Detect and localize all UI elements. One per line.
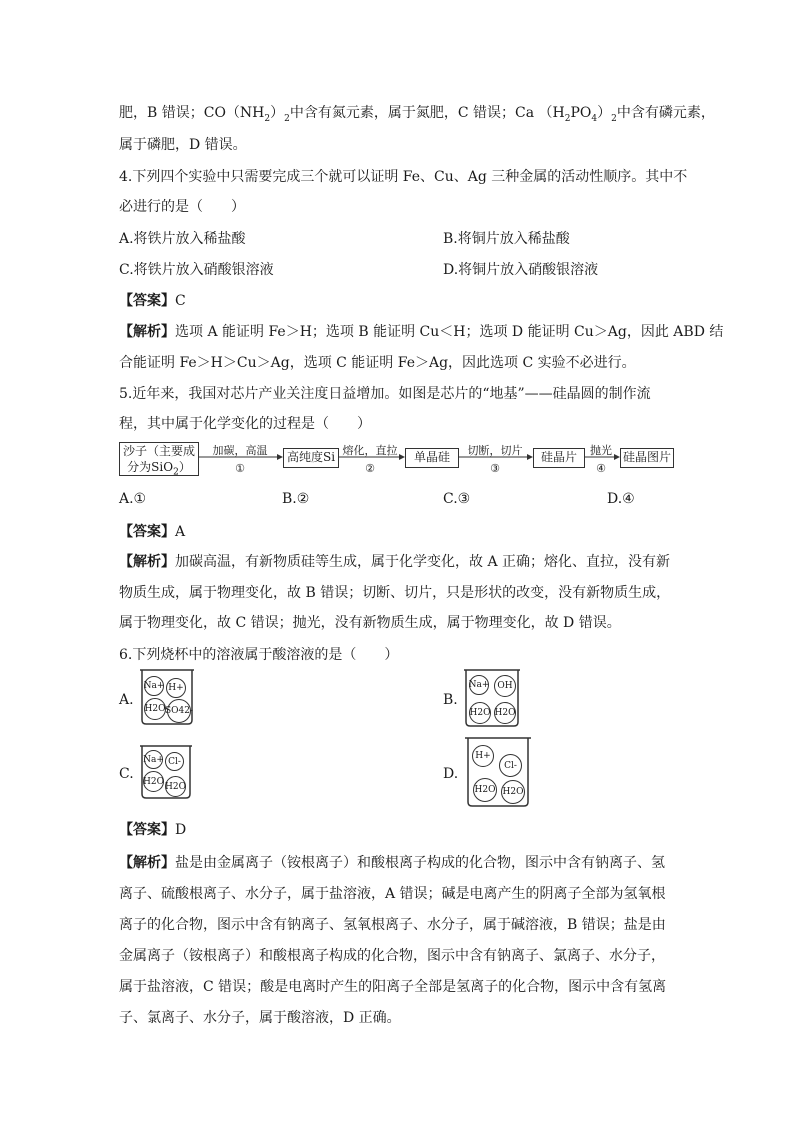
water-molecule: H 2 O (469, 702, 491, 724)
question-4-stem: 4.下列四个实验中只需要完成三个就可以证明 Fe、Cu、Ag 三种金属的活动性顺序。其中不 (119, 169, 688, 185)
analysis-line: 金属离子（铵根离子）和酸根离子构成的化合物，图示中含有钠离子、氯离子、水分子， (119, 948, 665, 964)
ion-label: H (474, 785, 483, 795)
text-fragment: ） (597, 105, 612, 121)
analysis-text: 选项 A 能证明 Fe＞H；选项 B 能证明 Cu＜H；选项 D 能证明 Cu＞Ag，因此 ABD 结 (175, 324, 724, 340)
analysis-line: 子、氯离子、水分子，属于酸溶液，D 正确。 (119, 1010, 401, 1026)
ion-label: Na (143, 754, 157, 765)
ion-label: H (165, 781, 173, 792)
ion-label: OH (497, 681, 513, 691)
ion-label: H (494, 708, 503, 718)
q5-option-b: B.② (282, 491, 310, 507)
ion-label: H (469, 708, 478, 718)
subscript: 2 (564, 113, 571, 124)
ion-label: Na (143, 681, 157, 691)
analysis-label: 【解析】 (119, 554, 175, 570)
chloride-ion: Cl - (499, 754, 522, 777)
box-label-text: 分为SiO (127, 460, 174, 474)
step-1-number: ① (235, 462, 245, 475)
analysis-line (119, 322, 723, 342)
flow-box-wafer: 硅晶片 (533, 448, 585, 468)
silicon-wafer-flowchart (119, 440, 679, 490)
answer-line (119, 291, 186, 311)
ion-label: H (143, 776, 151, 787)
q5-option-d: D.④ (607, 491, 635, 507)
ion-label: H (502, 787, 511, 797)
answer-line (119, 522, 185, 542)
text-line: 属于磷肥，D 错误。 (119, 137, 247, 153)
ion-label: O (156, 776, 164, 787)
water-molecule: H 2 O (165, 776, 186, 797)
beaker-a (138, 668, 196, 726)
hydrogen-ion: H + (472, 745, 494, 767)
box-label-text: ） (178, 460, 191, 474)
ion-label: Cl (168, 756, 178, 767)
answer-label: 【答案】 (119, 524, 175, 540)
ion-label: O (508, 708, 516, 718)
text-fragment: 中含有氮元素，属于氮肥，C 错误；Ca （H (289, 105, 565, 121)
analysis-line: 属于物理变化，故 C 错误；抛光，没有新物质生成，属于物理变化，故 D 错误。 (119, 615, 621, 631)
water-molecule: H 2 O (494, 702, 516, 724)
box-label (120, 459, 198, 478)
subscript: 2 (264, 113, 271, 124)
box-label: 沙子（主要成 (122, 444, 195, 458)
step-1-condition: 加碳，高温 (212, 444, 268, 457)
ion-label: Na (468, 680, 482, 690)
q6-option-c-label: C. (119, 766, 134, 782)
option-a: A.将铁片放入稀盐酸 (119, 231, 246, 247)
ion-label: O (483, 708, 491, 718)
step-2-number: ② (365, 462, 375, 475)
water-molecule: H 2 O (144, 698, 166, 720)
text-line (119, 103, 715, 123)
text-fragment: 肥，B 错误；CO（NH (119, 105, 265, 121)
analysis-label: 【解析】 (119, 855, 175, 871)
flow-box-sand (119, 442, 199, 476)
option-c: C.将铁片放入硝酸银溶液 (119, 262, 274, 278)
q6-option-a-label: A. (119, 692, 134, 708)
ion-label: O (516, 787, 524, 797)
text-fragment: ） (270, 105, 285, 121)
analysis-line: 属于盐溶液，C 错误；酸是电离时产生的阳离子全部是氢离子的化合物，图示中含有氢离 (119, 979, 667, 995)
option-d: D.将铜片放入硝酸银溶液 (443, 262, 599, 278)
water-molecule: H 2 O (143, 771, 164, 792)
analysis-line: 物质生成，属于物理变化，故 B 错误；切断、切片，只是形状的改变，没有新物质生成， (119, 585, 671, 601)
ion-label: Cl (504, 760, 514, 771)
question-5-stem-cont: 程，其中属于化学变化的过程是（ ） (119, 416, 371, 432)
hydrogen-ion: H + (166, 678, 186, 698)
ion-label: H (168, 683, 177, 693)
answer-value: D (175, 822, 187, 838)
water-molecule: H 2 O (501, 780, 525, 804)
option-b: B.将铜片放入稀盐酸 (443, 231, 570, 247)
step-3-condition: 切断，切片 (467, 444, 523, 457)
analysis-line: 合能证明 Fe＞H＞Cu＞Ag，选项 C 能证明 Fe＞Ag，因此选项 C 实验不必进行。 (119, 355, 636, 371)
ion-label: O (158, 704, 166, 714)
ion-label: H (475, 751, 484, 761)
ion-label: SO (164, 706, 179, 716)
answer-label: 【答案】 (119, 822, 175, 838)
analysis-line (119, 552, 670, 572)
question-5-stem: 5.近年来，我国对芯片产业关注度日益增加。如图是芯片的“地基”——硅晶圆的制作流 (119, 386, 651, 402)
q6-option-b-label: B. (443, 692, 458, 708)
hydroxide-ion (494, 675, 516, 697)
subscript: 2 (173, 467, 179, 478)
question-4-stem-cont: 必进行的是（ ） (119, 199, 245, 215)
question-6-stem: 6.下列烧杯中的溶液属于酸溶液的是（ ） (119, 647, 399, 663)
beaker-b (462, 668, 522, 728)
flow-box-wafer-image: 硅晶图片 (620, 448, 674, 468)
analysis-label: 【解析】 (119, 324, 175, 340)
subscript: 4 (591, 113, 598, 124)
beaker-c (138, 744, 194, 800)
beaker-d (463, 736, 533, 808)
step-3-number: ③ (490, 462, 500, 475)
ion-label: H (144, 704, 153, 714)
analysis-text: 加碳高温，有新物质硅等生成，属于化学变化，故 A 正确；熔化、直拉，没有新 (175, 554, 671, 570)
ion-label: O (488, 785, 496, 795)
answer-value: C (175, 293, 186, 309)
sodium-ion: Na + (144, 750, 163, 769)
sulfate-ion: SO 4 2- (167, 699, 191, 723)
sodium-ion: Na + (469, 675, 489, 695)
flow-box-single-crystal: 单晶硅 (405, 448, 459, 468)
step-4-number: ④ (596, 462, 606, 475)
analysis-line: 离子、硫酸根离子、水分子，属于盐溶液，A 错误；碱是电离产生的阴离子全部为氢氧根 (119, 886, 666, 902)
sodium-ion: Na + (144, 676, 164, 696)
analysis-line (119, 853, 665, 873)
text-fragment: 中含有磷元素， (616, 105, 715, 121)
analysis-line: 离子的化合物，图示中含有钠离子、氢氧根离子、水分子，属于碱溶液，B 错误；盐是由 (119, 917, 666, 933)
ion-label: O (178, 781, 186, 792)
water-molecule: H 2 O (473, 778, 497, 802)
flow-box-pure-si: 高纯度Si (283, 448, 339, 468)
q6-option-d-label: D. (443, 766, 459, 782)
q5-option-c: C.③ (443, 491, 471, 507)
subscript: 2 (284, 113, 290, 124)
answer-value: A (175, 524, 186, 540)
text-fragment: PO (570, 105, 592, 121)
answer-label: 【答案】 (119, 293, 175, 309)
subscript: 2 (611, 113, 617, 124)
analysis-text: 盐是由金属离子（铵根离子）和酸根离子构成的化合物，图示中含有钠离子、氢 (175, 855, 665, 871)
step-4-condition: 抛光 (590, 444, 612, 457)
q5-option-a: A.① (119, 491, 147, 507)
answer-line (119, 820, 186, 840)
step-2-condition: 熔化，直拉 (342, 444, 398, 457)
chloride-ion: Cl - (165, 752, 184, 771)
